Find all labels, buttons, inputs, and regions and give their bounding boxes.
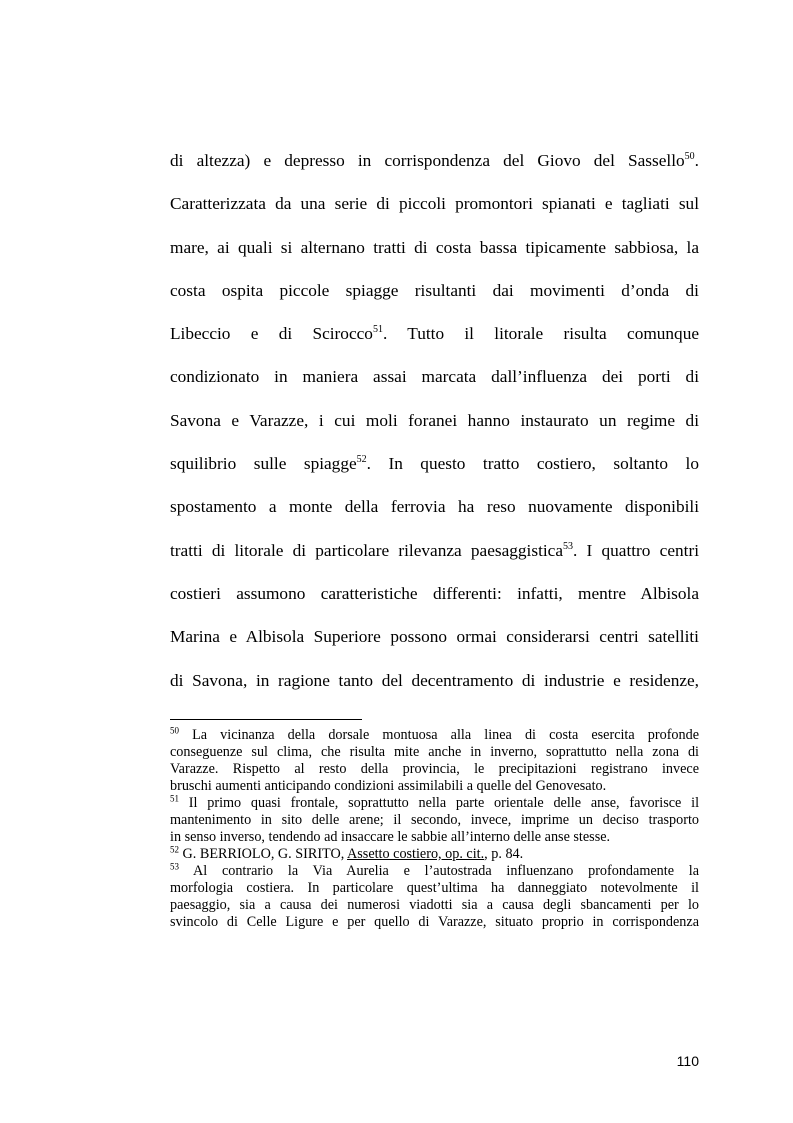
body-line: di altezza) e depresso in corrispondenza del Giovo del Sassello$^{50}$. xyxy=(170,151,699,170)
page-number: 110 xyxy=(676,1053,699,1069)
body-line: Marina e Albisola Superiore possono ormai considerarsi centri satelliti xyxy=(170,627,699,647)
body-line: Caratterizzata da una serie di piccoli promontori spianati e tagliati sul xyxy=(170,194,699,214)
footnote-53: $^{53}$ Al contrario la Via Aurelia e l’autostrada influenzano profondamente la morfologia costiera. In particolare quest’ultima ha danneggiato notevolmente il paesaggio, sia a causa dei numerosi viadotti sia a causa degli sbancamenti per lo svincolo di Celle Ligure e per quello di Varazze, situato proprio in corrispondenza xyxy=(170,861,699,930)
footnotes xyxy=(170,727,699,931)
citation-title: Assetto costiero, op. cit. xyxy=(347,846,485,862)
footnote-number: 52 xyxy=(170,844,179,855)
footnote-number: 53 xyxy=(170,861,179,872)
footnote-50: $^{50}$ La vicinanza della dorsale montuosa alla linea di costa esercita profonde conseguenze sul clima, che risulta mite anche in inverno, soprattutto nella zona di Varazze. Rispetto al resto della provincia, le precipitazioni registrano invece bruschi aumenti anticipando condizioni assimilabili a quelle del Genovesato. xyxy=(170,725,699,794)
footnote-number: 50 xyxy=(170,725,179,736)
body-line: tratti di litorale di particolare rilevanza paesaggistica$^{53}$. I quattro centri xyxy=(170,540,699,560)
body-line: di Savona, in ragione tanto del decentramento di industrie e residenze, xyxy=(170,670,699,690)
body-line: squilibrio sulle spiagge$^{52}$. In questo tratto costiero, soltanto lo xyxy=(170,454,699,474)
footnote-51: $^{51}$ Il primo quasi frontale, soprattutto nella parte orientale delle anse, favorisce il mantenimento in sito delle arene; il secondo, invece, imprime un deciso trasporto in senso inverso, tendendo ad insaccare le sabbie all’interno delle anse stesse. xyxy=(170,793,700,845)
body-line: Libeccio e di Scirocco$^{51}$. Tutto il litorale risulta comunque xyxy=(170,324,700,344)
body-line: spostamento a monte della ferrovia ha reso nuovamente disponibili xyxy=(170,497,699,517)
body-line: costa ospita piccole spiagge risultanti dai movimenti d’onda di xyxy=(170,280,699,300)
footnote-ref-52[interactable]: 52 xyxy=(356,454,367,466)
footnote-number: 51 xyxy=(170,793,179,804)
footnote-ref-53[interactable]: 53 xyxy=(563,540,574,552)
body-line: condizionato in maniera assai marcata dall’influenza dei porti di xyxy=(170,367,699,387)
body-line: mare, ai quali si alternano tratti di costa bassa tipicamente sabbiosa, la xyxy=(170,237,699,257)
footnote-52: $^{52}$ G. BERRIOLO, G. SIRITO, Assetto costiero, op. cit., p. 84. xyxy=(170,844,524,862)
body-paragraph xyxy=(170,139,699,702)
footnote-separator xyxy=(170,719,362,720)
body-line: Savona e Varazze, i cui moli foranei hanno instaurato un regime di xyxy=(170,410,699,430)
body-line: costieri assumono caratteristiche differenti: infatti, mentre Albisola xyxy=(170,583,699,603)
footnote-ref-50[interactable]: 50 xyxy=(684,151,695,163)
footnote-ref-51[interactable]: 51 xyxy=(372,324,383,336)
